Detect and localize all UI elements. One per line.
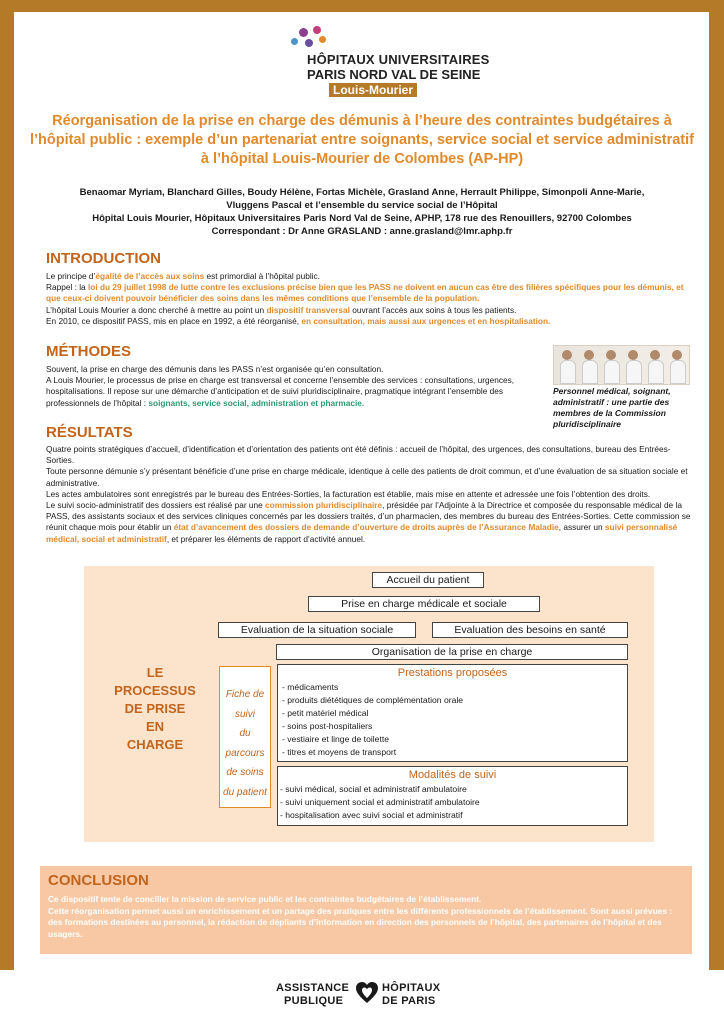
fiche-line: suivi <box>234 708 255 720</box>
processus-label <box>90 664 220 754</box>
authors-line1: Benaomar Myriam, Blanchard Gilles, Boudy Hélène, Fortas Michèle, Grasland Anne, Herrault Philippe, Simonpoli Anne-Marie, <box>79 187 645 198</box>
staff-photo <box>553 345 690 385</box>
fiche-line: du <box>239 728 251 739</box>
resultats-text <box>46 444 694 545</box>
resultats-p4a: Le suivi socio-administratif des dossiers est réalisé par une <box>46 500 266 511</box>
list-item: - médicaments <box>282 682 339 692</box>
resultats-p4e: , assurer un <box>558 522 605 533</box>
resultats-p4b: commission pluridisciplinaire <box>265 500 383 511</box>
fiche-suivi-box <box>219 666 271 808</box>
logo-line3: Louis-Mourier <box>329 83 417 97</box>
methodes-p2a: A Louis Mourier, le processus de prise en charge est transversal et concerne l’ensemble des services : consultations, urgences, hospitalisations. Il repose sur une démarche d’anticipation et de suivi pluridisciplinaire, pragmatique intégrant l’ensemble des professionnels de l’hôpital : <box>46 375 515 408</box>
list-item: - suivi uniquement social et administratif ambulatoire <box>280 797 480 807</box>
authors-block <box>30 186 694 238</box>
logo-left-line2: PUBLIQUE <box>284 995 344 1007</box>
authors-line4: Correspondant : Dr Anne GRASLAND : anne.grasland@lmr.aphp.fr <box>211 226 513 237</box>
prestations-title: Prestations proposées <box>397 667 508 679</box>
list-item: - hospitalisation avec suivi social et administratif <box>280 810 463 820</box>
process-diagram <box>84 566 654 842</box>
intro-p2 <box>46 282 694 304</box>
intro-p1b: égalité de l’accès aux soins <box>95 271 205 281</box>
poster-title: Réorganisation de la prise en charge des démunis à l’heure des contraintes budgétaires à l’hôpital public : exemple d’un partenariat entre soignants, service social et service administratif à l’hôpital Louis-Mourier de Colombes (AP-HP) <box>30 113 694 167</box>
authors-line3: Hôpital Louis Mourier, Hôpitaux Universitaires Paris Nord Val de Seine, APHP, 178 rue des Renouillers, 92700 Colombes <box>92 213 632 224</box>
introduction-text <box>46 271 694 327</box>
list-item: - produits diététiques de complémentation orale <box>282 695 464 705</box>
box-organisation: Organisation de la prise en charge <box>276 644 628 660</box>
introduction-heading: INTRODUCTION <box>46 250 161 267</box>
methodes-heading: MÉTHODES <box>46 343 132 360</box>
box-accueil: Accueil du patient <box>372 572 484 588</box>
resultats-p4 <box>46 500 694 545</box>
hospital-logo <box>285 22 490 102</box>
list-item: - titres et moyens de transport <box>282 747 397 757</box>
processus-line: EN <box>145 719 165 734</box>
fiche-line: du patient <box>223 786 267 798</box>
conclusion-box <box>40 866 692 954</box>
aphp-logo <box>276 976 456 1020</box>
authors-line2: Vluggens Pascal et l’ensemble du service social de l’Hôpital <box>226 200 498 211</box>
resultats-p4d: état d’avancement des dossiers de demande d’ouverture de droits auprès de l’Assurance Maladie <box>173 522 559 533</box>
intro-p2a: Rappel : la <box>46 282 88 293</box>
suivi-panel <box>277 766 628 826</box>
methodes-p2b: soignants, service social, administration et pharmacie. <box>148 397 365 408</box>
intro-p1 <box>46 271 694 282</box>
conclusion-p2: Cette réorganisation permet aussi un enrichissement et un partage des pratiques entre les différents professionnels de l’établissement. Sont aussi prévues : des formations destinées au personnel, la rédaction de dépliants d’information en direction des personnels de l’hôpital, des partenaires de l’hôpital et des usagers. <box>48 905 673 939</box>
resultats-heading: RÉSULTATS <box>46 424 133 441</box>
suivi-title: Modalités de suivi <box>408 769 497 781</box>
prestations-list <box>282 681 627 759</box>
intro-p1c: est primordial à l’hôpital public. <box>204 271 320 281</box>
list-item: - suivi médical, social et administratif ambulatoire <box>280 784 467 794</box>
list-item: - vestiaire et linge de toilette <box>282 734 390 744</box>
heart-logo-icon <box>356 981 378 1005</box>
box-eval-sociale: Evaluation de la situation sociale <box>218 622 416 638</box>
box-prise-en-charge: Prise en charge médicale et sociale <box>308 596 540 612</box>
resultats-p4c: , présidée par l’Adjointe à la Directrice et composée du responsable médical de la PASS, des assistants sociaux et des services cliniques concernés par les dossiers traités, d’un pharmacien, des membres du bureau des Entrées-Sorties. Cette commission se réunit chaque mois pour établir un <box>46 500 691 533</box>
fiche-line: parcours <box>225 747 265 759</box>
resultats-p4g: , et préparer les éléments de rapport d’activité annuel. <box>166 533 366 544</box>
list-item: - soins post-hospitaliers <box>282 721 373 731</box>
fiche-line: de soins <box>226 767 264 778</box>
resultats-p2: Toute personne démunie s’y présentant bénéficie d’une prise en charge médicale, identique à celle des patients de droit commun, et d’une évaluation de sa situation sociale et administrative. <box>46 466 688 488</box>
conclusion-p1: Ce dispositif tente de concilier la mission de service public et les contraintes budgétaires de l’établissement. <box>48 894 482 904</box>
logo-left-line1: ASSISTANCE <box>276 982 350 994</box>
prestations-panel <box>277 664 628 762</box>
intro-p2b: loi du 29 juillet 1998 de lutte contre les exclusions précise bien que les PASS ne doivent en aucun cas être des filières spécifiques pour les démunis, et que ceux-ci doivent pouvoir bénéficier des soins dans les mêmes conditions que l’ensemble de la population. <box>46 282 684 304</box>
resultats-p3: Les actes ambulatoires sont enregistrés par le bureau des Entrées-Sorties, la facturation est établie, mais mise en attente et adressée une fois l’obtention des droits. <box>46 488 651 499</box>
suivi-list <box>280 783 627 822</box>
processus-line: CHARGE <box>126 737 184 752</box>
photo-caption: Personnel médical, soignant, administratif : une partie des membres de la Commission pluridisciplinaire <box>553 386 671 429</box>
intro-p4a: En 2010, ce dispositif PASS, mis en place en 1992, a été réorganisé, <box>46 315 302 326</box>
box-eval-sante: Evaluation des besoins en santé <box>432 622 628 638</box>
methodes-p2 <box>46 375 546 409</box>
intro-p1a: Le principe d’ <box>46 271 96 281</box>
methodes-text <box>46 364 546 409</box>
resultats-p4f: suivi personnalisé médical, social et administratif <box>46 522 678 544</box>
fiche-line: Fiche de <box>225 689 265 700</box>
processus-line: PROCESSUS <box>114 683 196 698</box>
intro-p3c: ouvrant l’accès aux soins à tous les patients. <box>349 304 517 315</box>
methodes-p1: Souvent, la prise en charge des démunis dans les PASS n’est organisée qu’en consultation. <box>46 364 384 374</box>
logo-right-line2: DE PARIS <box>382 995 436 1007</box>
intro-p4 <box>46 316 694 327</box>
logo-right-line1: HÔPITAUX <box>382 982 441 994</box>
processus-line: DE PRISE <box>124 701 186 716</box>
intro-p3b: dispositif transversal <box>266 304 350 315</box>
intro-p4b: en consultation, mais aussi aux urgences et en hospitalisation. <box>301 315 551 326</box>
conclusion-text <box>48 894 686 940</box>
processus-line: LE <box>146 665 164 680</box>
list-item: - petit matériel médical <box>282 708 369 718</box>
resultats-p1: Quatre points stratégiques d’accueil, d’identification et d’orientation des patients ont été définis : accueil de l’hôpital, des urgences, des consultations, bureau des Entrées-Sorties. <box>46 444 671 466</box>
intro-p3a: L’hôpital Louis Mourier a donc cherché à mettre au point un <box>46 304 267 315</box>
intro-p3 <box>46 305 694 316</box>
conclusion-heading: CONCLUSION <box>48 872 149 889</box>
logo-line2: PARIS NORD VAL DE SEINE <box>307 67 481 82</box>
logo-line1: HÔPITAUX UNIVERSITAIRES <box>307 52 490 67</box>
